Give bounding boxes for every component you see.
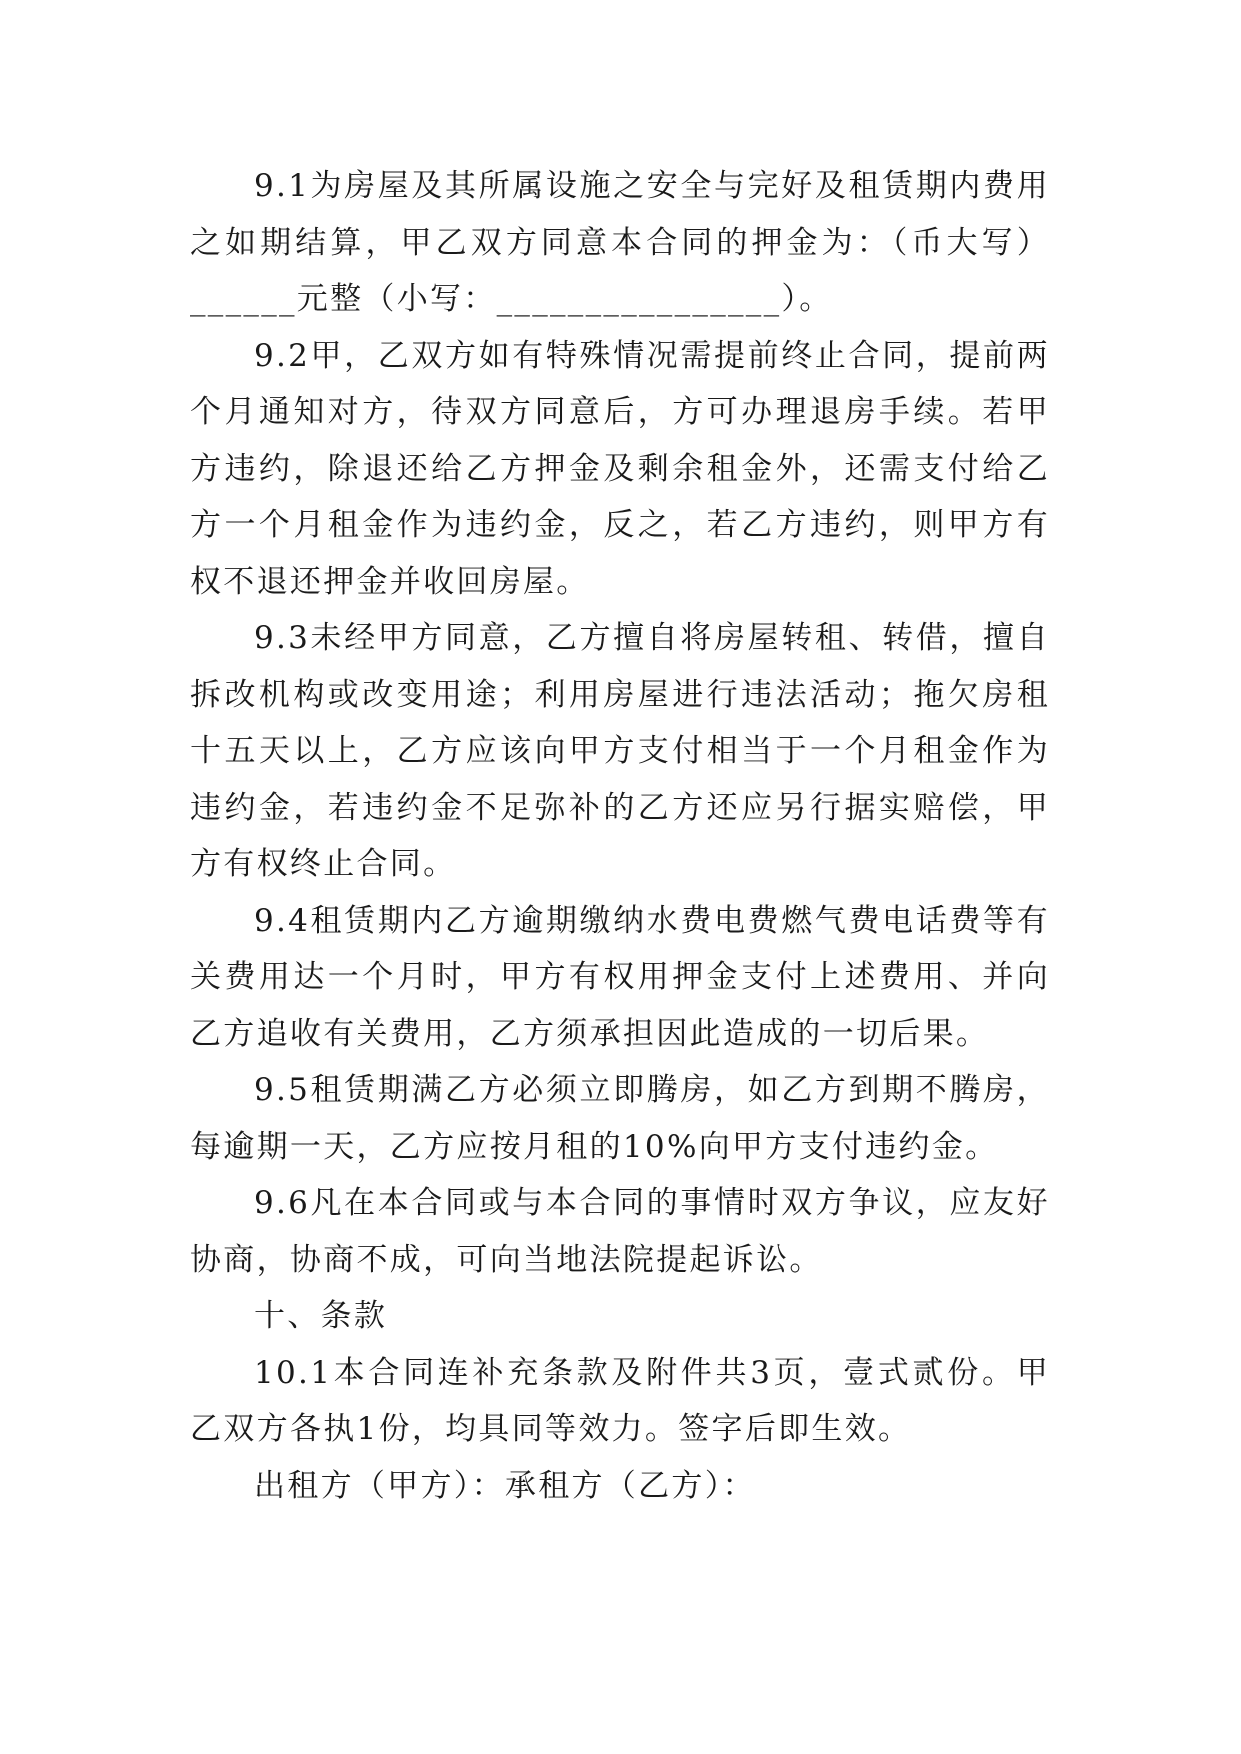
clause-9-3: 9.3未经甲方同意，乙方擅自将房屋转租、转借，擅自拆改机构或改变用途；利用房屋进行违法活动；拖欠房租十五天以上，乙方应该向甲方支付相当于一个月租金作为违约金，若违约金不足弥补的乙方还应另行据实赔偿，甲方有权终止合同。: [190, 620, 1050, 882]
clause-9-4: 9.4租赁期内乙方逾期缴纳水费电费燃气费电话费等有关费用达一个月时，甲方有权用押金支付上述费用、并向乙方追收有关费用，乙方须承担因此造成的一切后果。: [190, 902, 1050, 1052]
clause-9-6: 9.6凡在本合同或与本合同的事情时双方争议，应友好协商，协商不成，可向当地法院提起诉讼。: [190, 1185, 1050, 1278]
clause-9-1: 9.1为房屋及其所属设施之安全与完好及租赁期内费用之如期结算，甲乙双方同意本合同的押金为：（币大写）______元整（小写：________________）。: [190, 168, 1050, 317]
signature-line: 出租方（甲方）：承租方（乙方）：: [254, 1467, 756, 1504]
document-page: [190, 158, 1050, 1514]
section-heading-10: 十、条款: [254, 1298, 388, 1334]
clause-9-5: 9.5租赁期满乙方必须立即腾房，如乙方到期不腾房，每逾期一天，乙方应按月租的10%向甲方支付违约金。: [190, 1072, 1050, 1165]
clause-9-2: 9.2甲，乙双方如有特殊情况需提前终止合同，提前两个月通知对方，待双方同意后，方可办理退房手续。若甲方违约，除退还给乙方押金及剩余租金外，还需支付给乙方一个月租金作为违约金，反之，若乙方违约，则甲方有权不退还押金并收回房屋。: [190, 337, 1050, 600]
clause-10-1: 10.1本合同连补充条款及附件共3页，壹式贰份。甲乙双方各执1份，均具同等效力。签字后即生效。: [190, 1354, 1050, 1447]
